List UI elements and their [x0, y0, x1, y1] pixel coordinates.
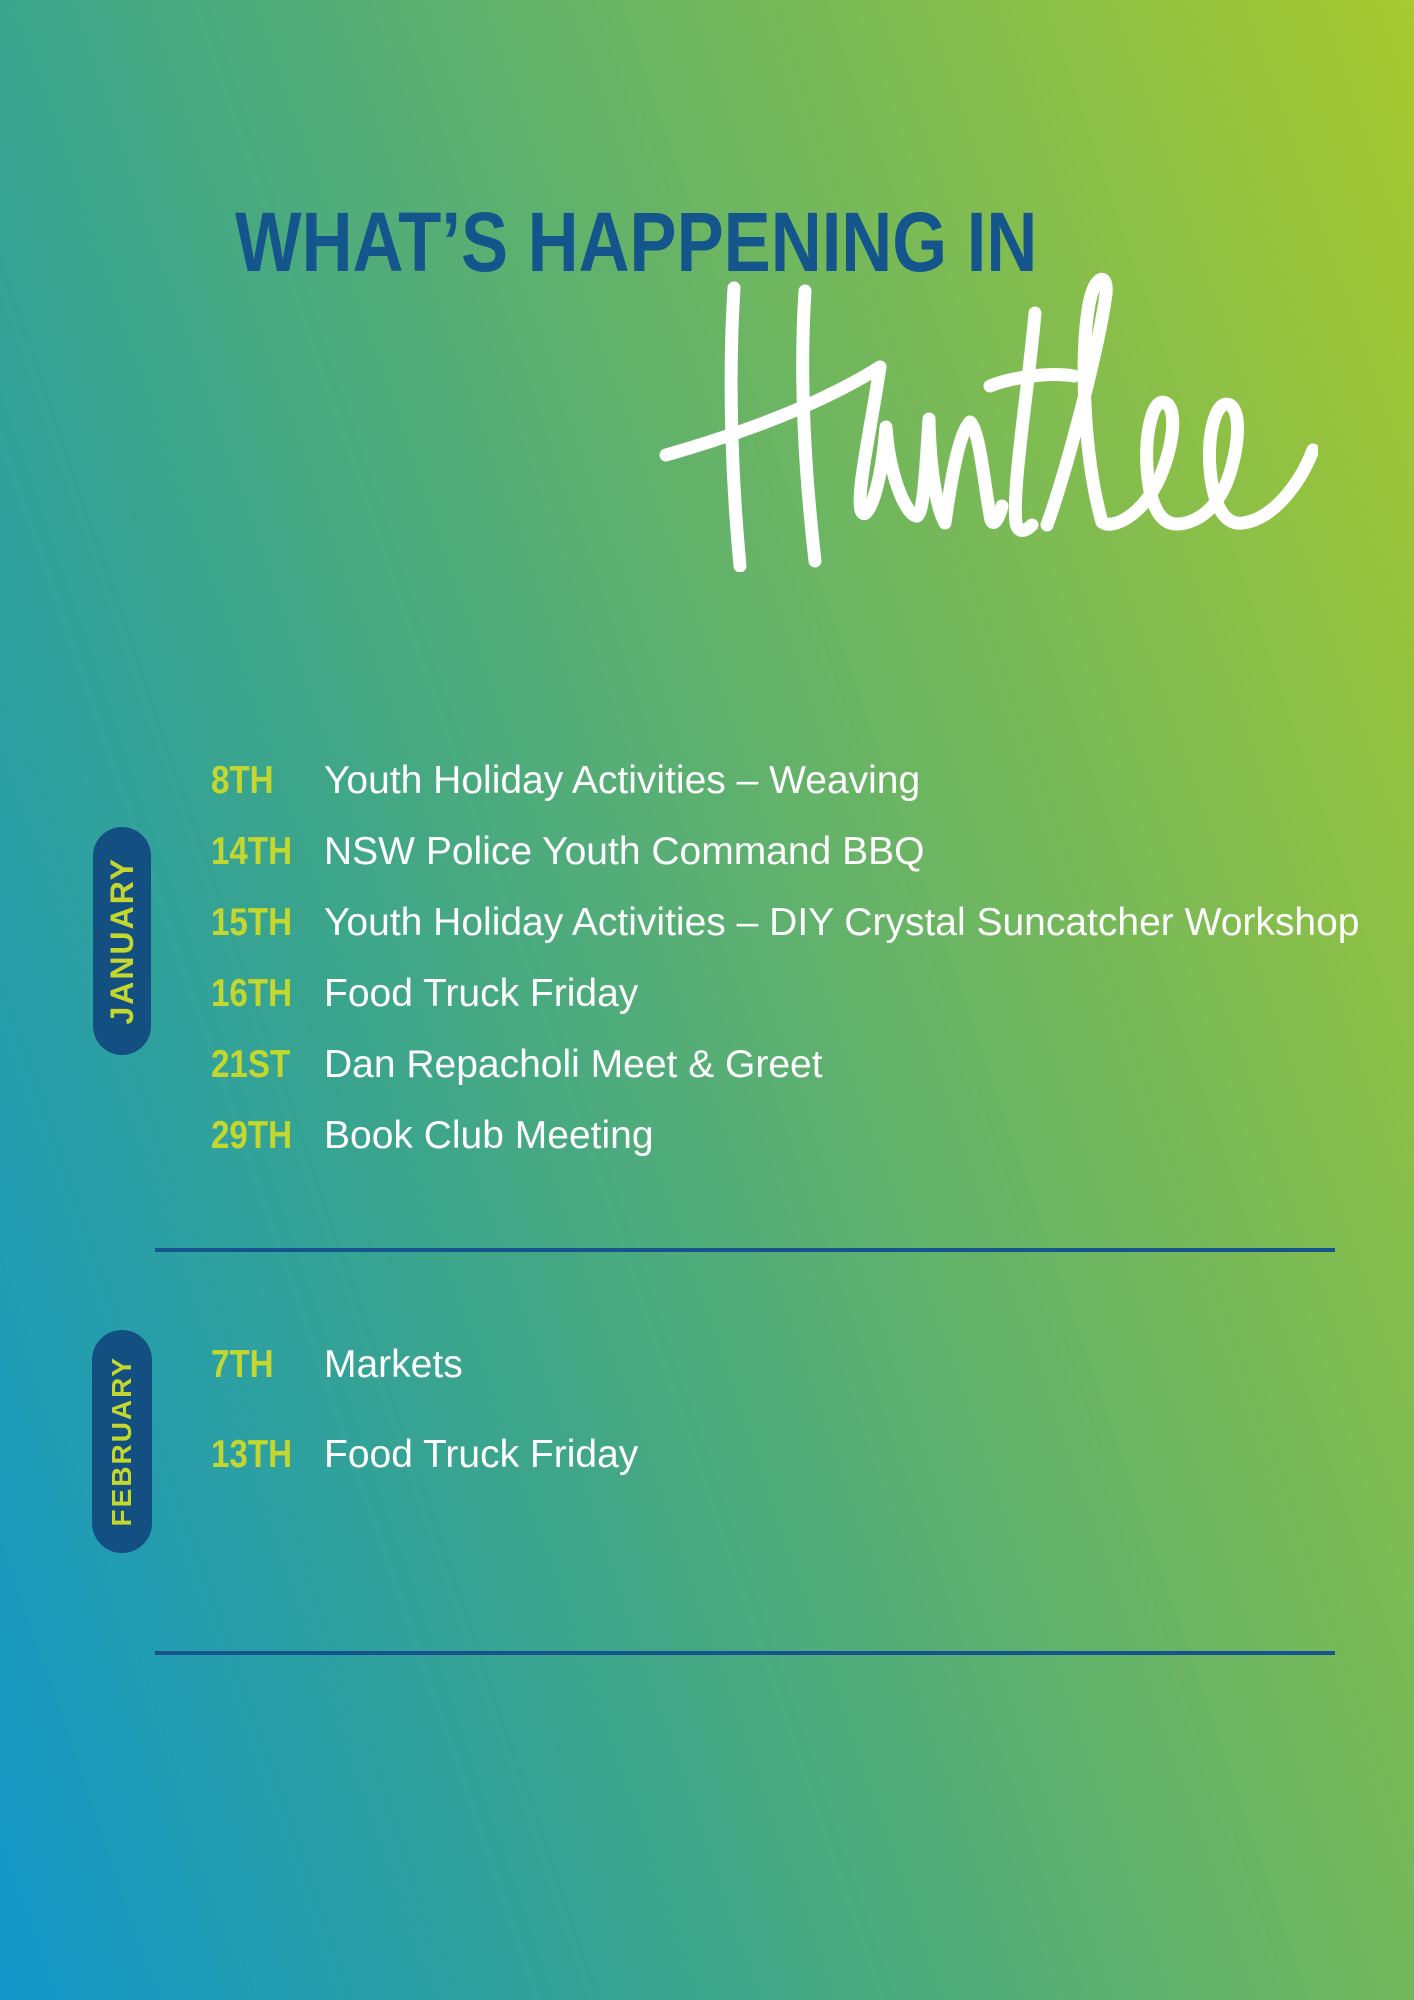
event-list-february [211, 1320, 638, 1500]
event-row [211, 1320, 638, 1410]
logo-stroke [860, 367, 1002, 523]
event-date: 13TH [211, 1433, 293, 1476]
event-date: 29TH [211, 1113, 293, 1157]
event-row [211, 816, 1359, 887]
event-date: 8TH [211, 758, 274, 802]
event-row [211, 887, 1359, 958]
logo-stroke [803, 291, 815, 561]
month-pill-january [93, 827, 151, 1055]
event-title: Food Truck Friday [324, 1433, 639, 1476]
event-title: Dan Repacholi Meet & Greet [324, 1042, 823, 1086]
section-divider [155, 1248, 1335, 1252]
event-title: Food Truck Friday [324, 971, 639, 1015]
event-title: Book Club Meeting [324, 1113, 654, 1157]
month-label: FEBRUARY [106, 1356, 137, 1527]
event-row [211, 958, 1359, 1029]
event-title: Youth Holiday Activities – DIY Crystal Suncatcher Workshop [324, 900, 1360, 944]
month-label: JANUARY [103, 857, 140, 1025]
event-date: 15TH [211, 900, 293, 944]
logo-stroke [666, 367, 880, 455]
event-date: 14TH [211, 829, 293, 873]
event-title: Youth Holiday Activities – Weaving [324, 758, 921, 802]
section-divider [155, 1651, 1335, 1655]
event-row [211, 1100, 1359, 1171]
logo-stroke [1047, 279, 1106, 525]
logo-stroke [1102, 402, 1313, 524]
event-row [211, 1410, 638, 1500]
event-date: 21ST [211, 1042, 291, 1086]
page-title: WHAT’S HAPPENING IN [235, 195, 1038, 289]
logo-stroke [1015, 313, 1035, 530]
event-row [211, 745, 1359, 816]
event-title: NSW Police Youth Command BBQ [324, 829, 925, 873]
event-row [211, 1029, 1359, 1100]
event-date: 7TH [211, 1343, 274, 1386]
month-pill-february [92, 1330, 152, 1553]
event-title: Markets [324, 1343, 463, 1386]
event-list-january [211, 745, 1359, 1171]
huntlee-logo [658, 272, 1318, 572]
event-date: 16TH [211, 971, 293, 1015]
